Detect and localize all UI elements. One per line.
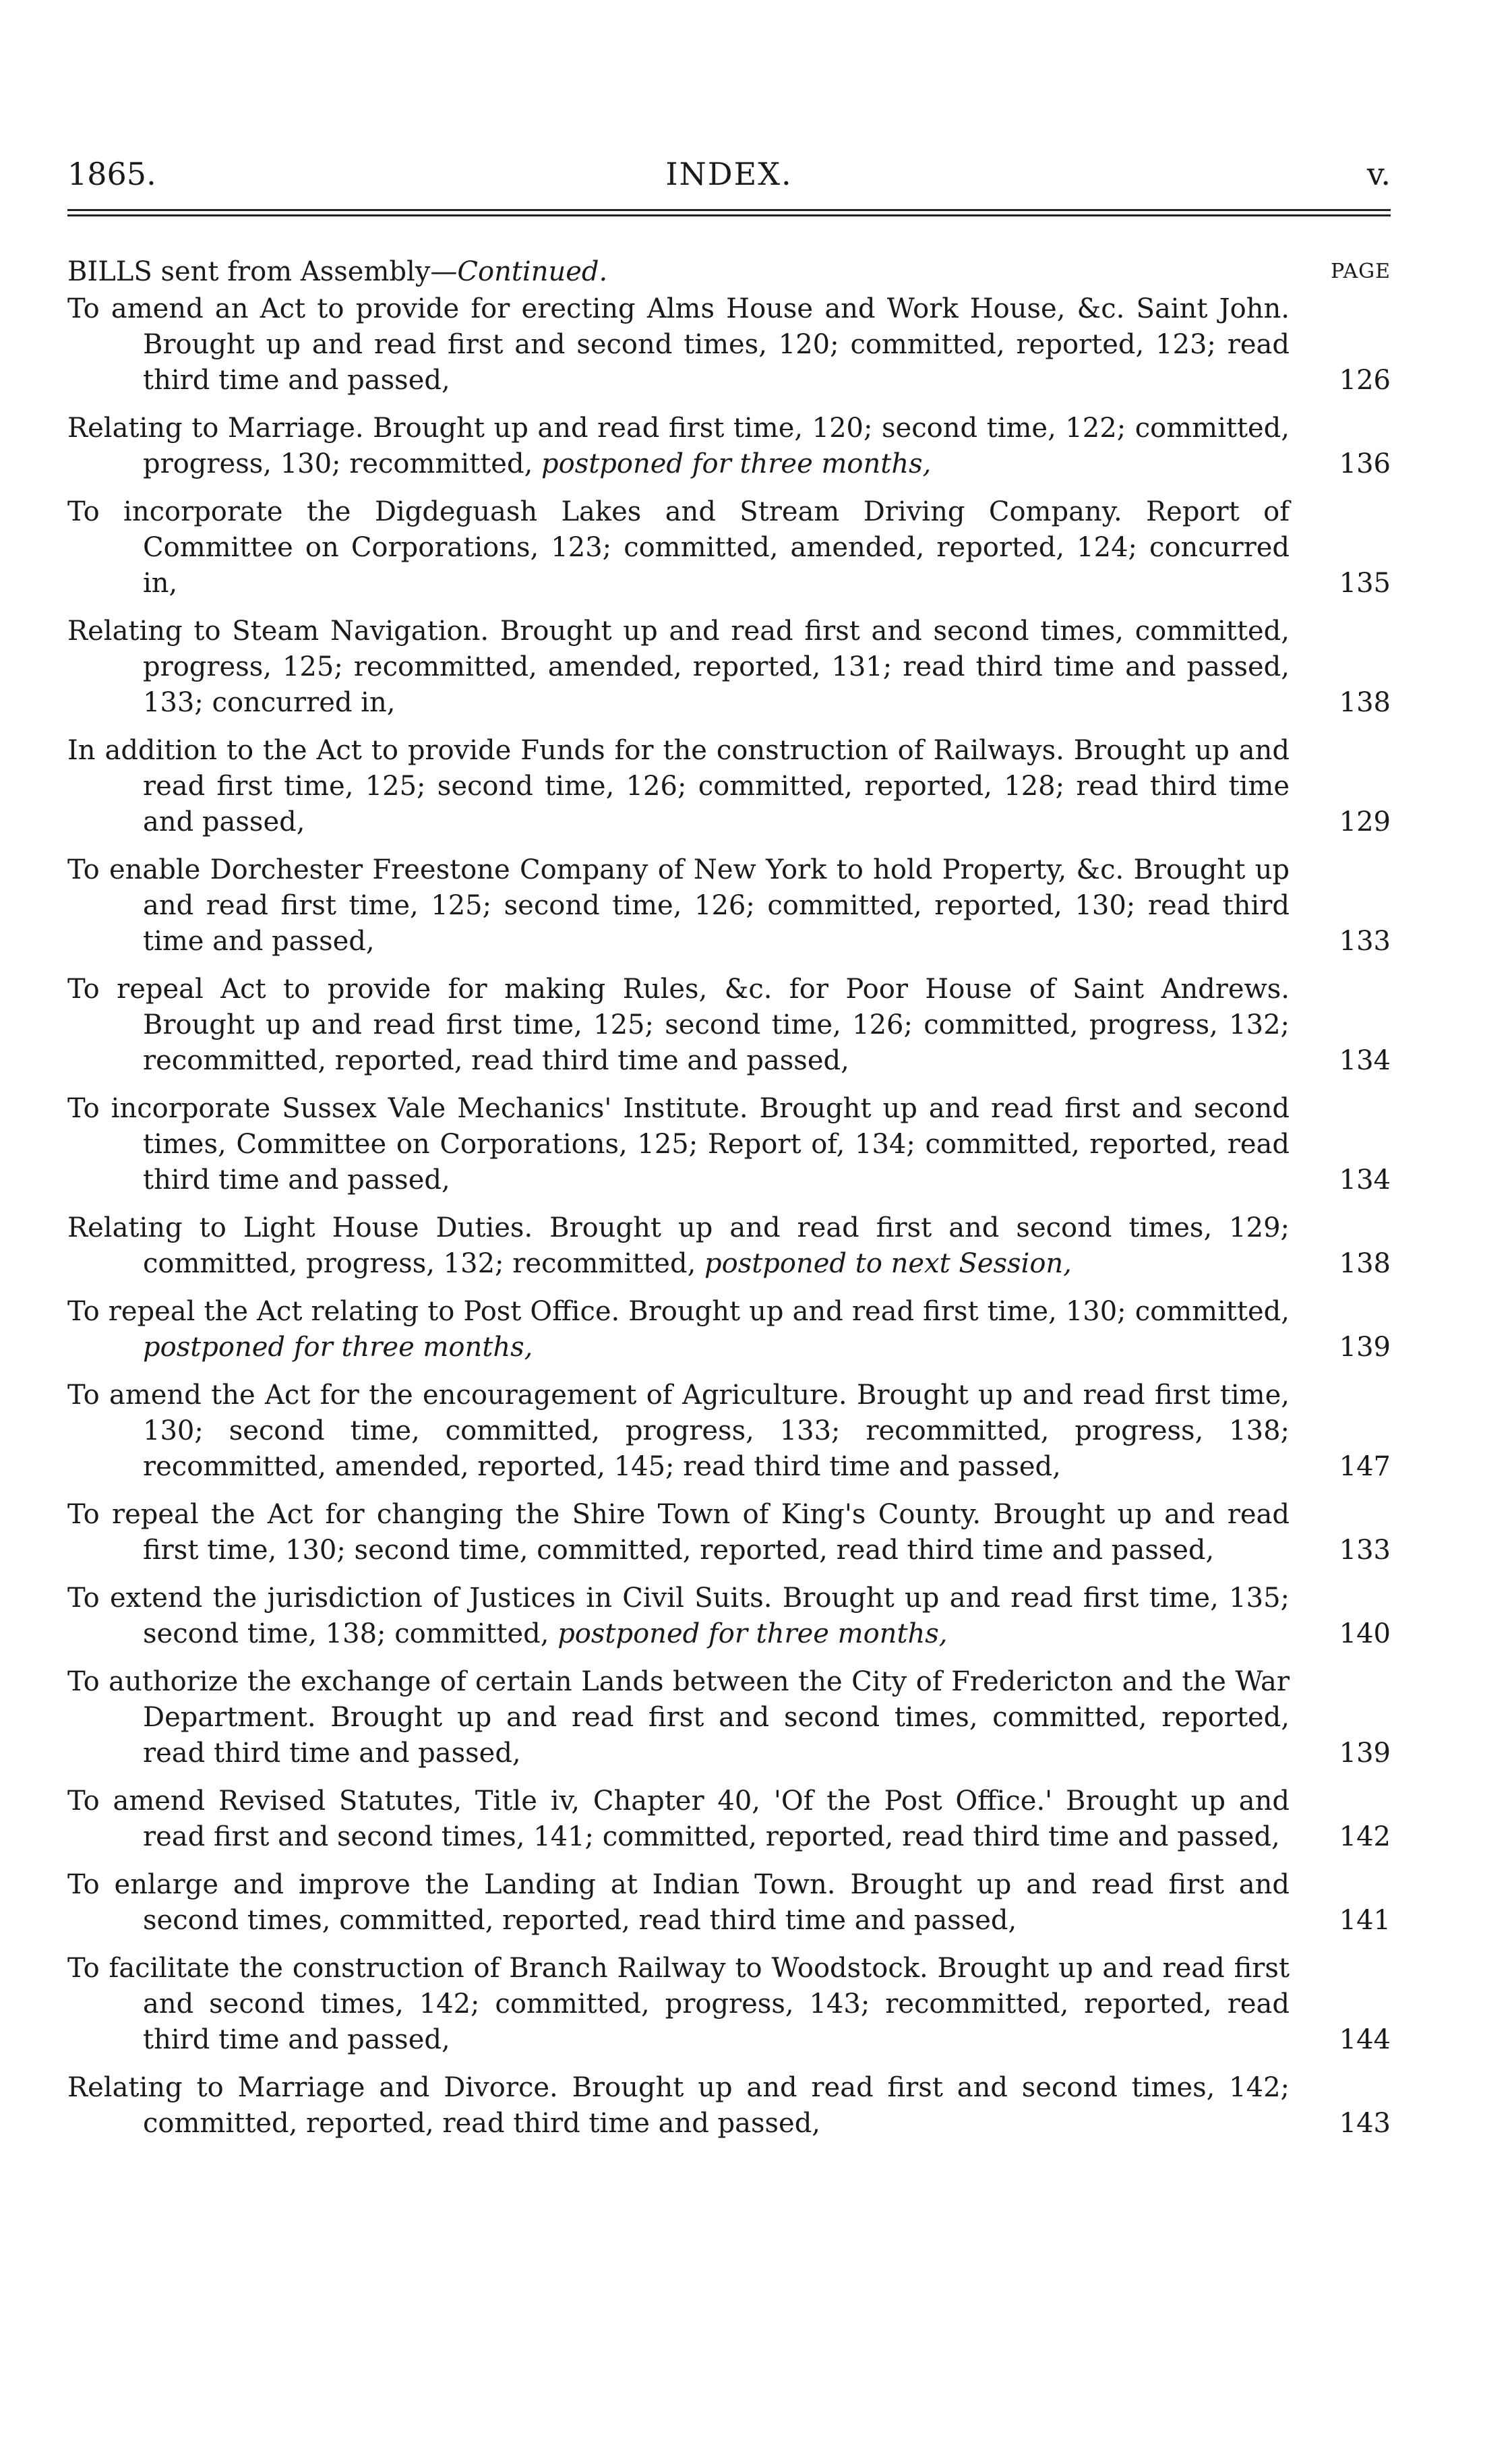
index-entry [67,733,1391,840]
index-entry [67,1210,1391,1282]
entry-text: To extend the jurisdiction of Justices in Civil Suits. Brought up and read first time, 135; second time, 138; committed, [67,1583,1290,1649]
index-entry [67,411,1391,482]
entry-page-number: 141 [1339,1905,1391,1936]
entry-page-number: 135 [1339,568,1391,599]
header-folio: v. [1366,156,1391,192]
section-title [67,255,607,289]
index-entries [67,291,1391,2154]
entry-page-number: 144 [1339,2024,1391,2055]
entry-text: To repeal the Act relating to Post Office. Brought up and read first time, 130; committed, [67,1296,1290,1327]
entry-page-number: 133 [1339,926,1391,957]
entry-text: To repeal the Act for changing the Shire Town of King's County. Brought up and read first time, 130; second time, committed, reported, read third time and passed, [67,1499,1290,1566]
entry-text: To amend Revised Statutes, Title iv, Chapter 40, 'Of the Post Office.' Brought up and read first and second times, 141; committed, reported, read third time and passed, [67,1786,1290,1852]
index-entry [67,1091,1391,1198]
index-entry [67,1581,1391,1652]
index-entry [67,1497,1391,1568]
entry-italic-note: postponed to next Session, [704,1248,1072,1279]
entry-page-number: 126 [1339,365,1391,396]
entry-text: Relating to Steam Navigation. Brought up and read first and second times, committed, progress, 125; recommitted, amended, reported, 131; read third time and passed, 133; concurred in, [67,616,1290,718]
entry-page-number: 134 [1339,1165,1391,1196]
index-entry [67,1378,1391,1485]
header-rule-top [67,209,1391,211]
entry-text: To amend an Act to provide for erecting Alms House and Work House, &c. Saint John. Brought up and read first and second times, 120; committed, reported, 123; read third time and passed, [67,293,1290,396]
entry-text: To enlarge and improve the Landing at Indian Town. Brought up and read first and second times, committed, reported, read third time and passed, [67,1869,1290,1936]
index-entry [67,1294,1391,1365]
entry-text: Relating to Marriage. Brought up and read first time, 120; second time, 122; committed, progress, 130; recommitted, [67,413,1290,479]
entry-page-number: 139 [1339,1332,1391,1363]
header-title: INDEX. [665,156,793,192]
entry-page-number: 136 [1339,448,1391,479]
entry-text: Relating to Marriage and Divorce. Brought up and read first and second times, 142; committed, reported, read third time and passed, [67,2072,1290,2139]
entry-page-number: 140 [1339,1618,1391,1649]
header-rule-bottom [67,214,1391,216]
entry-page-number: 143 [1339,2108,1391,2139]
section-title-continued: Continued. [457,256,608,287]
page-column-label: PAGE [1331,260,1391,283]
entry-text: To incorporate the Digdeguash Lakes and Stream Driving Company. Report of Committee on Corporations, 123; committed, amended, reported, 124; concurred in, [67,496,1290,599]
section-heading [67,255,1391,289]
entry-page-number: 138 [1339,687,1391,718]
entry-page-number: 139 [1339,1738,1391,1769]
entry-page-number: 147 [1339,1451,1391,1482]
section-title-text: BILLS sent from Assembly— [67,256,458,287]
header-year: 1865. [67,156,156,192]
index-entry [67,1867,1391,1939]
index-entry [67,852,1391,960]
index-entry [67,494,1391,601]
entry-page-number: 138 [1339,1248,1391,1279]
running-header [67,154,1391,201]
entry-text: To authorize the exchange of certain Lands between the City of Fredericton and the War Department. Brought up and read first and second times, committed, reported, read third time and passed, [67,1666,1290,1769]
entry-text: To amend the Act for the encouragement of Agriculture. Brought up and read first time, 130; second time, committed, progress, 133; recommitted, progress, 138; recommitted, amended, reported, 145; read third time and passed, [67,1380,1290,1482]
entry-italic-note: postponed for three months, [143,1332,533,1363]
entry-italic-note: postponed for three months, [541,448,932,479]
index-entry [67,614,1391,721]
entry-text: Relating to Light House Duties. Brought up and read first and second times, 129; committed, progress, 132; recommitted, [67,1212,1290,1279]
entry-text: To facilitate the construction of Branch Railway to Woodstock. Brought up and read first and second times, 142; committed, progress, 143; recommitted, reported, read third time and passed, [67,1953,1290,2055]
entry-italic-note: postponed for three months, [557,1618,948,1649]
index-entry [67,972,1391,1079]
entry-page-number: 129 [1339,806,1391,837]
index-entry [67,1951,1391,2058]
index-entry [67,1784,1391,1855]
entry-text: To enable Dorchester Freestone Company of New York to hold Property, &c. Brought up and read first time, 125; second time, 126; committed, reported, 130; read third time and passed, [67,854,1290,957]
index-entry [67,291,1391,399]
entry-page-number: 142 [1339,1821,1391,1852]
entry-text: In addition to the Act to provide Funds for the construction of Railways. Brought up and read first time, 125; second time, 126; committed, reported, 128; read third time and passed, [67,735,1290,837]
entry-text: To repeal Act to provide for making Rules, &c. for Poor House of Saint Andrews. Brought up and read first time, 125; second time, 126; committed, progress, 132; recommitted, reported, read third time and passed, [67,974,1290,1076]
entry-page-number: 133 [1339,1535,1391,1566]
entry-page-number: 134 [1339,1045,1391,1076]
index-entry [67,2070,1391,2142]
entry-text: To incorporate Sussex Vale Mechanics' Institute. Brought up and read first and second times, Committee on Corporations, 125; Report of, 134; committed, reported, read third time and passed, [67,1093,1290,1196]
index-entry [67,1664,1391,1771]
